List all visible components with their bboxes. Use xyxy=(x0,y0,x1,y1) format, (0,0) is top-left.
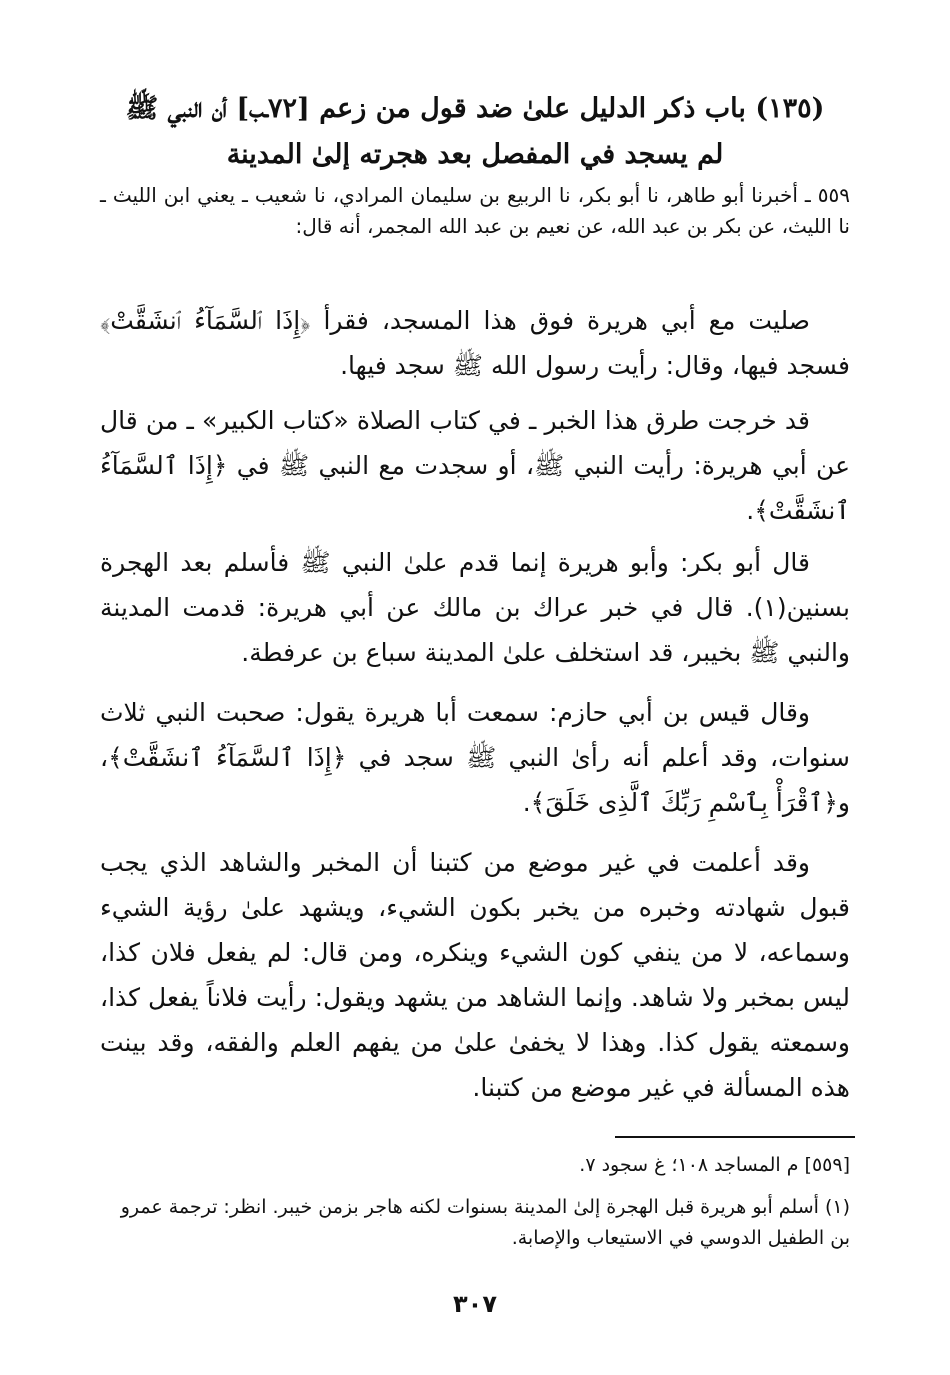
body-paragraph-5: وقد أعلمت في غير موضع من كتبنا أن المخبر والشاهد الذي يجب قبول شهادته وخبره من يخبر بكون الشيء، ويشهد علىٰ رؤية الشيء وسماعه، لا من ينفي كون الشيء وينكره، ومن قال: لم يفعل فلان كذا، ليس بمخبر ولا شاهد. وإنما الشاهد من يشهد ويقول: رأيت فلاناً يفعل كذا، وسمعته يقول كذا. وهذا لا يخفىٰ علىٰ من يفهم العلم والفقه، وقد بينت هذه المسألة في غير موضع من كتبنا. xyxy=(100,848,850,1102)
page-number: ٣٠٧ xyxy=(453,1290,497,1318)
body-paragraph-2: قد خرجت طرق هذا الخبر ـ في كتاب الصلاة «كتاب الكبير» ـ من قال عن أبي هريرة: رأيت النبي ﷺ، أو سجدت مع النبي ﷺ في ﴿إِذَا ٱلسَّمَآءُ ٱنشَقَّتْ﴾. xyxy=(100,406,850,525)
footnote-source: [٥٥٩] م المساجد ١٠٨؛ غ سجود ٧. xyxy=(579,1154,850,1176)
footnote-divider xyxy=(615,1136,855,1138)
hadith-isnad: ٥٥٩ ـ أخبرنا أبو طاهر، نا أبو بكر، نا الربيع بن سليمان المرادي، نا شعيب ـ يعني ابن الليث ـ نا الليث، عن بكر بن عبد الله، عن نعيم بن عبد الله المجمر، أنه قال: xyxy=(100,183,850,238)
chapter-title-line-2: لم يسجد في المفصل بعد هجرته إلىٰ المدينة xyxy=(226,139,724,170)
body-paragraph-4: وقال قيس بن أبي حازم: سمعت أبا هريرة يقول: صحبت النبي ثلاث سنوات، وقد أعلم أنه رأىٰ النبي ﷺ سجد في ﴿إِذَا ٱلسَّمَآءُ ٱنشَقَّتْ﴾، و﴿ٱقْرَأْ بِٱسْمِ رَبِّكَ ٱلَّذِى خَلَقَ﴾. xyxy=(100,698,850,817)
chapter-title xyxy=(100,86,850,178)
body-paragraph-1: صليت مع أبي هريرة فوق هذا المسجد، فقرأ ﴿إِذَا ٱلسَّمَآءُ ٱنشَقَّتْ﴾ فسجد فيها، وقال: رأيت رسول الله ﷺ سجد فيها. xyxy=(100,306,850,380)
chapter-title-line-1: (١٣٥) باب ذكر الدليل علىٰ ضد قول من زعم [٧٢ـب] أن النبي ﷺ xyxy=(125,93,825,124)
body-paragraph-3: قال أبو بكر: وأبو هريرة إنما قدم علىٰ النبي ﷺ فأسلم بعد الهجرة بسنين(١). قال في خبر عراك بن مالك عن أبي هريرة: قدمت المدينة والنبي ﷺ بخيبر، قد استخلف علىٰ المدينة سباع بن عرفطة. xyxy=(100,548,850,667)
footnote-1: (١) أسلم أبو هريرة قبل الهجرة إلىٰ المدينة بسنوات لكنه هاجر بزمن خيبر. انظر: ترجمة عمرو بن الطفيل الدوسي في الاستيعاب والإصابة. xyxy=(120,1196,850,1249)
